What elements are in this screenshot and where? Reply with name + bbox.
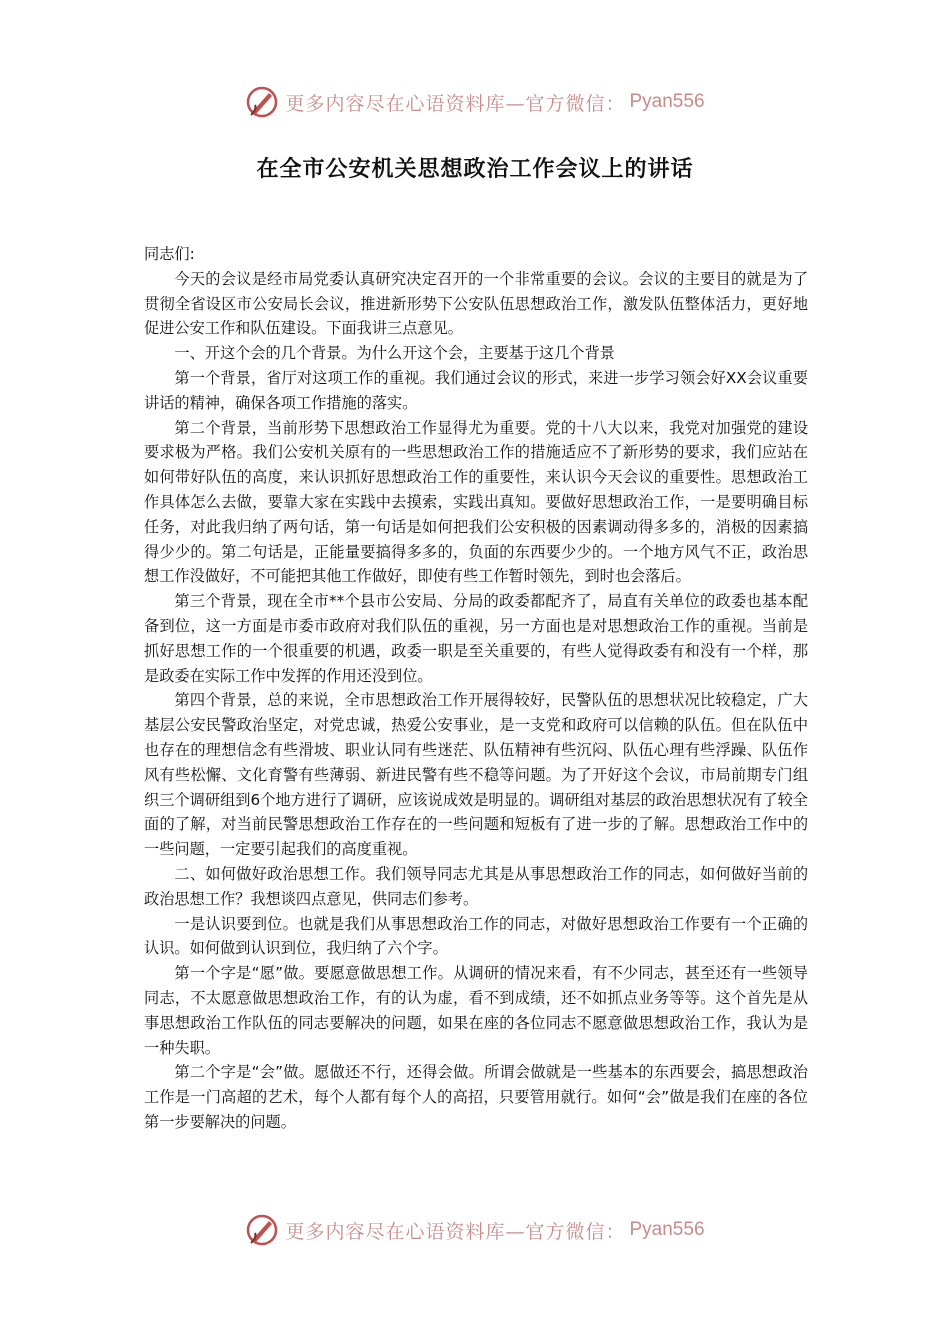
- document-title: 在全市公安机关思想政治工作会议上的讲话: [256, 157, 694, 182]
- watermark-text: 更多内容尽在心语资料库—官方微信：: [285, 1220, 626, 1243]
- paragraph: 第三个背景，现在全市**个县市公安局、分局的政委都配齐了，局直有关单位的政委也基本配备到位，这一方面是市委市政府对我们队伍的重视，另一方面也是对思想政治工作的重视。当前是抓好思想工作的一个很重要的机遇，政委一职是至关重要的，有些人觉得政委有和没有一个样，那是政委在实际工作中发挥的作用还没到位。: [144, 592, 808, 685]
- watermark-text: 更多内容尽在心语资料库—官方微信：: [285, 92, 626, 115]
- paragraph: 一、开这个会的几个背景。为什么开这个会，主要基于这几个背景: [174, 344, 615, 363]
- paragraph: 二、如何做好政治思想工作。我们领导同志尤其是从事思想政治工作的同志，如何做好当前的政治思想工作？我想谈四点意见，供同志们参考。: [144, 864, 808, 908]
- paragraph: 第一个背景，省厅对这项工作的重视。我们通过会议的形式，来进一步学习领会好XX会议重要讲话的精神，确保各项工作措施的落实。: [144, 368, 808, 412]
- pen-circle-logo-icon: [245, 1213, 279, 1247]
- watermark-id: Pyan556: [629, 1219, 705, 1240]
- salutation: 同志们:: [144, 245, 195, 263]
- paragraph: 今天的会议是经市局党委认真研究决定召开的一个非常重要的会议。会议的主要目的就是为了贯彻全省设区市公安局长会议，推进新形势下公安队伍思想政治工作，激发队伍整体活力，更好地促进公安工作和队伍建设。下面我讲三点意见。: [144, 269, 808, 338]
- document-body: [144, 242, 808, 1135]
- watermark-footer: [0, 1210, 950, 1250]
- watermark-header: [0, 82, 950, 122]
- paragraph: 第二个字是“会”做。愿做还不行，还得会做。所谓会做就是一些基本的东西要会，搞思想政治工作是一门高超的艺术，每个人都有每个人的高招，只要管用就行。如何“会”做是我们在座的各位第一步要解决的问题。: [144, 1063, 808, 1131]
- pen-circle-logo-icon: [245, 85, 279, 119]
- watermark-id: Pyan556: [629, 91, 705, 112]
- paragraph: 第二个背景，当前形势下思想政治工作显得尤为重要。党的十八大以来，我党对加强党的建设要求极为严格。我们公安机关原有的一些思想政治工作的措施适应不了新形势的要求，我们应站在如何带好队伍的高度，来认识抓好思想政治工作的重要性，来认识今天会议的重要性。思想政治工作具体怎么去做，要靠大家在实践中去摸索，实践出真知。要做好思想政治工作，一是要明确目标任务，对此我归纳了两句话，第一句话是如何把我们公安积极的因素调动得多多的，消极的因素搞得少少的。第二句话是，正能量要搞得多多的，负面的东西要少少的。一个地方风气不正，政治思想工作没做好，不可能把其他工作做好，即使有些工作暂时领先，到时也会落后。: [144, 418, 808, 586]
- paragraph: 一是认识要到位。也就是我们从事思想政治工作的同志，对做好思想政治工作要有一个正确的认识。如何做到认识到位，我归纳了六个字。: [144, 914, 808, 958]
- paragraph: 第四个背景，总的来说，全市思想政治工作开展得较好，民警队伍的思想状况比较稳定，广大基层公安民警政治坚定，对党忠诚，热爱公安事业，是一支党和政府可以信赖的队伍。但在队伍中也存在的理想信念有些滑坡、职业认同有些迷茫、队伍精神有些沉闷、队伍心理有些浮躁、队伍作风有些松懈、文化育警有些薄弱、新进民警有些不稳等问题。为了开好这个会议，市局前期专门组织三个调研组到6个地方进行了调研，应该说成效是明显的。调研组对基层的政治思想状况有了较全面的了解，对当前民警思想政治工作存在的一些问题和短板有了进一步的了解。思想政治工作中的一些问题，一定要引起我们的高度重视。: [144, 691, 808, 859]
- paragraph: 第一个字是“愿”做。要愿意做思想工作。从调研的情况来看，有不少同志，甚至还有一些领导同志，不太愿意做思想政治工作，有的认为虚，看不到成绩，还不如抓点业务等等。这个首先是从事思想政治工作队伍的同志要解决的问题，如果在座的各位同志不愿意做思想政治工作，我认为是一种失职。: [144, 964, 808, 1057]
